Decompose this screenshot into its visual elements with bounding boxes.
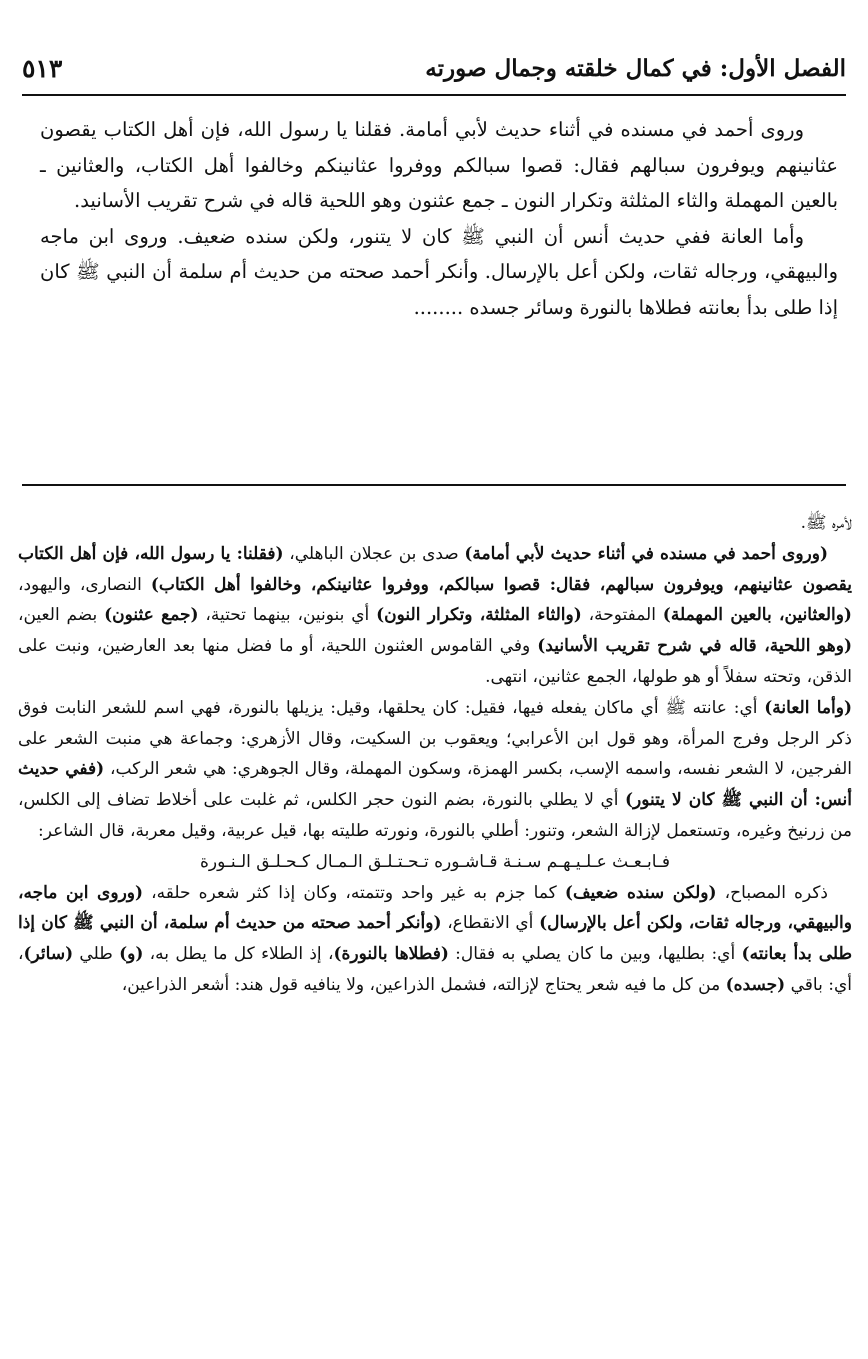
commentary-separator-rule — [22, 484, 846, 486]
page-header — [22, 48, 846, 88]
commentary-segment: من كل ما فيه شعر يحتاج لإزالته، فشمل الذراعين، ولا ينافيه قول هند: أشعر الذراعين، — [121, 974, 726, 995]
quoted-main-text: (والثاء المثلثة، وتكرار النون) — [376, 605, 582, 626]
quoted-main-text: (سائر) — [23, 944, 74, 965]
commentary-paragraph-3 — [18, 693, 852, 847]
main-paragraph-2 — [40, 219, 838, 326]
commentary-text — [18, 508, 852, 1001]
quoted-main-text: (وروى أحمد في مسنده في أثناء حديث لأبي أمامة) — [464, 543, 828, 564]
quoted-main-text: (فقلنا: يا رسول الله، فإن أهل الكتاب يقصون عثانينهم، ويوفرون سبالهم، فقال: قصوا سبالكم، ووفروا عثانينكم، وخالفوا أهل الكتاب) — [18, 543, 853, 595]
quoted-main-text: (و) — [119, 944, 144, 965]
quoted-main-text: (وروى ابن ماجه، والبيهقي، ورجاله ثقات، ولكن أعل بالإرسال) — [18, 882, 852, 934]
commentary-segment: أي: عانته ﷺ أي ماكان يفعله فيها، فقيل: كان يحلقها، وقيل: يزيلها بالنورة، فهي اسم للشعر النابت فوق ذكر الرجل وفرج المرأة، وهو قول ابن الأعرابي؛ ويعقوب بن السكيت، وقال الأزهري: وجماعة هي منبت الشعر على الفرجين، لا الشعر نفسه، واسمه الإسب، بكسر الهمزة، وسكون المهملة، وقال الجوهري: هي شعر الركب، — [18, 697, 852, 780]
commentary-paragraph-2 — [18, 539, 852, 693]
commentary-segment: المفتوحة، — [581, 605, 663, 626]
header-rule — [22, 94, 846, 96]
main-text — [40, 112, 838, 325]
main-paragraph-1: وروى أحمد في مسنده في أثناء حديث لأبي أمامة. فقلنا يا رسول الله، فإن أهل الكتاب يقصون عثانينهم ويوفرون سبالهم فقال: قصوا سبالكم ووفروا عثانينكم وخالفوا أهل الكتاب، والعثانين ـ بالعين المهملة والثاء المثلثة وتكرار النون ـ جمع عثنون وهو اللحية قاله في شرح تقريب الأسانيد. — [40, 118, 838, 212]
commentary-segment: أي بنونين، بينهما تحتية، — [198, 605, 377, 626]
commentary-segment: طلي — [73, 944, 120, 965]
commentary-segment: النصارى، واليهود، — [18, 574, 151, 595]
quoted-main-text: (والعثانين، بالعين المهملة) — [662, 605, 852, 626]
commentary-segment: كما جزم به غير واحد وتتمته، وكان إذا كثر شعره حلقه، — [143, 882, 565, 903]
commentary-segment: صدى بن عجلان الباهلي، — [283, 543, 465, 564]
quoted-main-text: (وأنكر أحمد صحته من حديث أم سلمة، أن النبي ﷺ كان إذا طلى بدأ بعانته) — [18, 913, 853, 965]
commentary-paragraph-4 — [18, 878, 852, 1001]
page-number: ٥١٣ — [22, 53, 63, 83]
quoted-main-text: (جسده) — [725, 974, 786, 995]
quoted-main-text: (ففي حديث أنس: أن النبي ﷺ كان لا يتنور) — [18, 759, 852, 811]
quoted-main-text: (وهو اللحية، قاله في شرح تقريب الأسانيد) — [537, 636, 852, 657]
quoted-main-text: (فطلاها بالنورة) — [333, 944, 449, 965]
commentary-segment: بضم العين، — [18, 605, 105, 626]
commentary-segment: ذكره المصباح، — [716, 882, 828, 903]
chapter-title: الفصل الأول: في كمال خلقته وجمال صورته — [425, 54, 846, 82]
poetry-verse: فـابـعـث عـلـيـهـم سـنـة قـاشـوره تـحـتـلـق الـمـال كـحـلـق الـنـورة — [199, 851, 671, 872]
commentary-line-1: لأمره ﷺ. — [800, 513, 852, 533]
commentary-segment: أي الانقطاع، — [441, 913, 540, 934]
quoted-main-text: (ولكن سنده ضعيف) — [564, 882, 717, 903]
commentary-segment: أي لا يطلي بالنورة، بضم النون حجر الكلس، ثم غلبت على أخلاط تضاف إلى الكلس، من زرنيخ وغيره، وتستعمل لإزالة الشعر، وتنور: أطلي بالنورة، ونورته طليته بها، قيل عربية، وقيل معربة، قال الشاعر: — [18, 790, 852, 841]
quoted-main-text: (جمع عثنون) — [104, 605, 199, 626]
main-paragraph-2-text: وأما العانة ففي حديث أنس أن النبي ﷺ كان لا يتنور، ولكن سنده ضعيف. وروى ابن ماجه والبيهقي، ورجاله ثقات، ولكن أعل بالإرسال. وأنكر أحمد صحته من حديث أم سلمة أن النبي ﷺ كان إذا طلى بدأ بعانته فطلاها بالنورة وسائر جسده — [40, 224, 838, 319]
quoted-main-text: (وأما العانة) — [764, 697, 852, 718]
commentary-segment: أي: بطليها، وبين ما كان يصلي به فقال: — [448, 944, 742, 965]
commentary-segment: وفي القاموس العثنون اللحية، أو ما فضل منها بعد العارضين، ونبت على الذقن، وتحته سفلاً أو هو طولها، الجمع عثانين، انتهى. — [18, 636, 852, 687]
commentary-segment: ، إذ الطلاء كل ما يطل به، — [143, 944, 334, 965]
commentary-segment: ، أي: باقي — [18, 944, 852, 995]
continuation-dots: ........ — [413, 295, 464, 319]
